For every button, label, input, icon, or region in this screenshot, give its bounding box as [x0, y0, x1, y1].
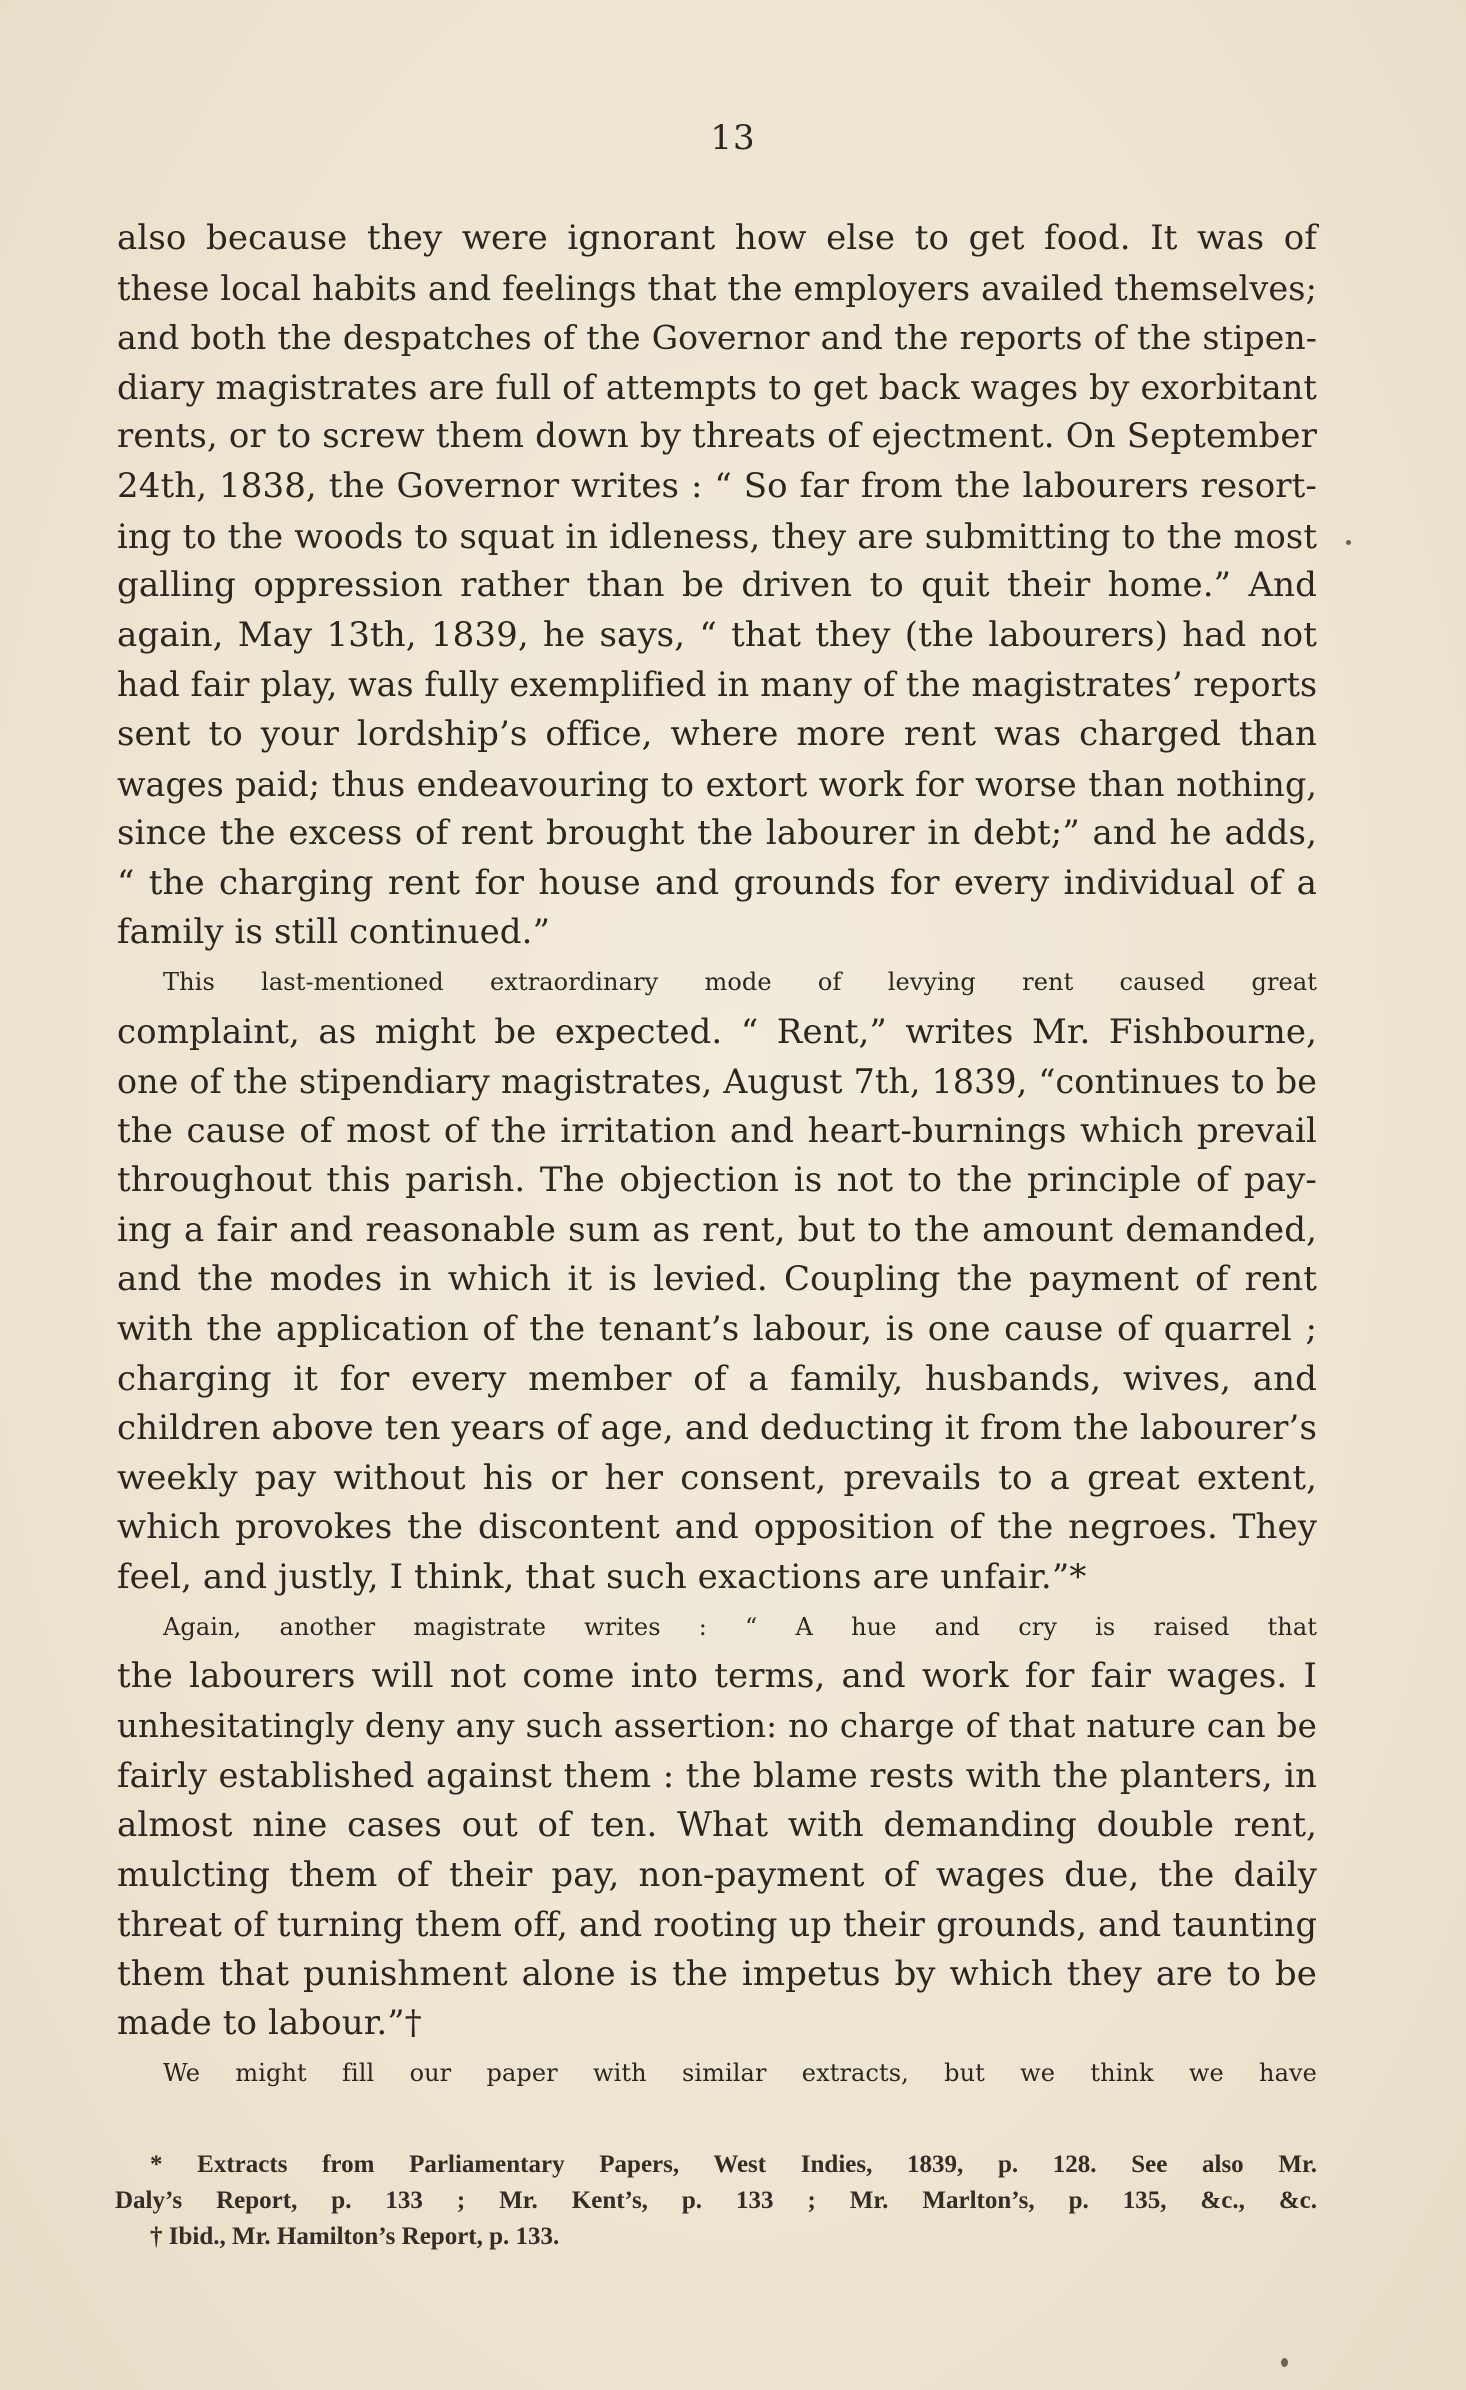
text-line: unhesitatingly deny any such assertion: no charge of that nature can be — [117, 1706, 1317, 1745]
text-line: ing to the woods to squat in idleness, they are submitting to the most — [117, 516, 1317, 556]
text-line: with the application of the tenant’s labour, is one cause of quarrel ; — [117, 1309, 1317, 1350]
text-line: had fair play, was fully exemplified in many of the magistrates’ reports — [117, 665, 1318, 705]
text-line: family is still continued.” — [117, 912, 551, 953]
text-line: ing a fair and reasonable sum as rent, but to the amount demanded, — [117, 1209, 1317, 1250]
text-line: throughout this parish. The objection is not to the principle of pay- — [117, 1160, 1317, 1201]
text-line: mulcting them of their pay, non-payment of wages due, the daily — [117, 1854, 1317, 1895]
text-line: threat of turning them off, and rooting up their grounds, and taunting — [117, 1905, 1317, 1945]
text-line: the labourers will not come into terms, and work for fair wages. I — [117, 1656, 1317, 1697]
text-line: almost nine cases out of ten. What with demanding double rent, — [117, 1805, 1317, 1845]
text-line: feel, and justly, I think, that such exactions are unfair.”* — [117, 1557, 1087, 1598]
text-line: these local habits and feelings that the employers availed themselves; — [117, 268, 1317, 308]
text-line: Again, another magistrate writes : “ A hue and cry is raised that — [163, 1612, 1317, 1641]
text-line: wages paid; thus endeavouring to extort work for worse than nothing, — [117, 764, 1317, 804]
text-line: sent to your lordship’s office, where more rent was charged than — [117, 713, 1317, 754]
text-line: weekly pay without his or her consent, prevails to a great extent, — [117, 1457, 1317, 1498]
text-line: complaint, as might be expected. “ Rent,” writes Mr. Fishbourne, — [117, 1011, 1317, 1052]
page-number: 13 — [710, 118, 756, 158]
text-line: which provokes the discontent and opposition of the negroes. They — [117, 1507, 1317, 1548]
text-line: galling oppression rather than be driven to quit their home.” And — [117, 565, 1317, 606]
text-line: one of the stipendiary magistrates, August 7th, 1839, “continues to be — [117, 1062, 1317, 1102]
text-line: We might fill our paper with similar extracts, but we think we have — [163, 2058, 1317, 2087]
text-line: made to labour.”† — [117, 2003, 422, 2044]
footnote-line: * Extracts from Parliamentary Papers, West Indies, 1839, p. 128. See also Mr. — [150, 2151, 1317, 2178]
text-line: and the modes in which it is levied. Coupling the payment of rent — [117, 1259, 1317, 1300]
footnotes — [115, 2147, 1317, 2255]
text-line: again, May 13th, 1839, he says, “ that they (the labourers) had not — [117, 614, 1317, 655]
footnote-line: † Ibid., Mr. Hamilton’s Report, p. 133. — [150, 2223, 560, 2250]
text-line: 24th, 1838, the Governor writes : “ So far from the labourers resort- — [117, 465, 1317, 506]
text-line: This last-mentioned extraordinary mode of levying rent caused great — [163, 967, 1317, 996]
paper-speck — [1346, 540, 1351, 545]
footnote-line: Daly’s Report, p. 133 ; Mr. Kent’s, p. 133 ; Mr. Marlton’s, p. 135, &c., &c. — [115, 2187, 1317, 2214]
text-line: the cause of most of the irritation and heart-burnings which prevail — [117, 1110, 1317, 1151]
paper-speck — [1281, 2358, 1288, 2367]
text-line: diary magistrates are full of attempts to get back wages by exorbitant — [117, 367, 1317, 407]
text-line: “ the charging rent for house and grounds for every individual of a — [117, 862, 1317, 903]
text-line: since the excess of rent brought the labourer in debt;” and he adds, — [117, 813, 1317, 854]
text-line: charging it for every member of a family, husbands, wives, and — [117, 1358, 1317, 1399]
body-text — [117, 214, 1317, 2099]
text-line: children above ten years of age, and deducting it from the labourer’s — [117, 1408, 1317, 1449]
text-line: them that punishment alone is the impetus by which they are to be — [117, 1953, 1317, 1994]
text-line: fairly established against them : the blame rests with the planters, in — [117, 1756, 1317, 1796]
text-line: and both the despatches of the Governor and the reports of the stipen- — [117, 318, 1317, 358]
text-line: rents, or to screw them down by threats of ejectment. On September — [117, 416, 1317, 457]
text-line: also because they were ignorant how else to get food. It was of — [117, 218, 1317, 258]
